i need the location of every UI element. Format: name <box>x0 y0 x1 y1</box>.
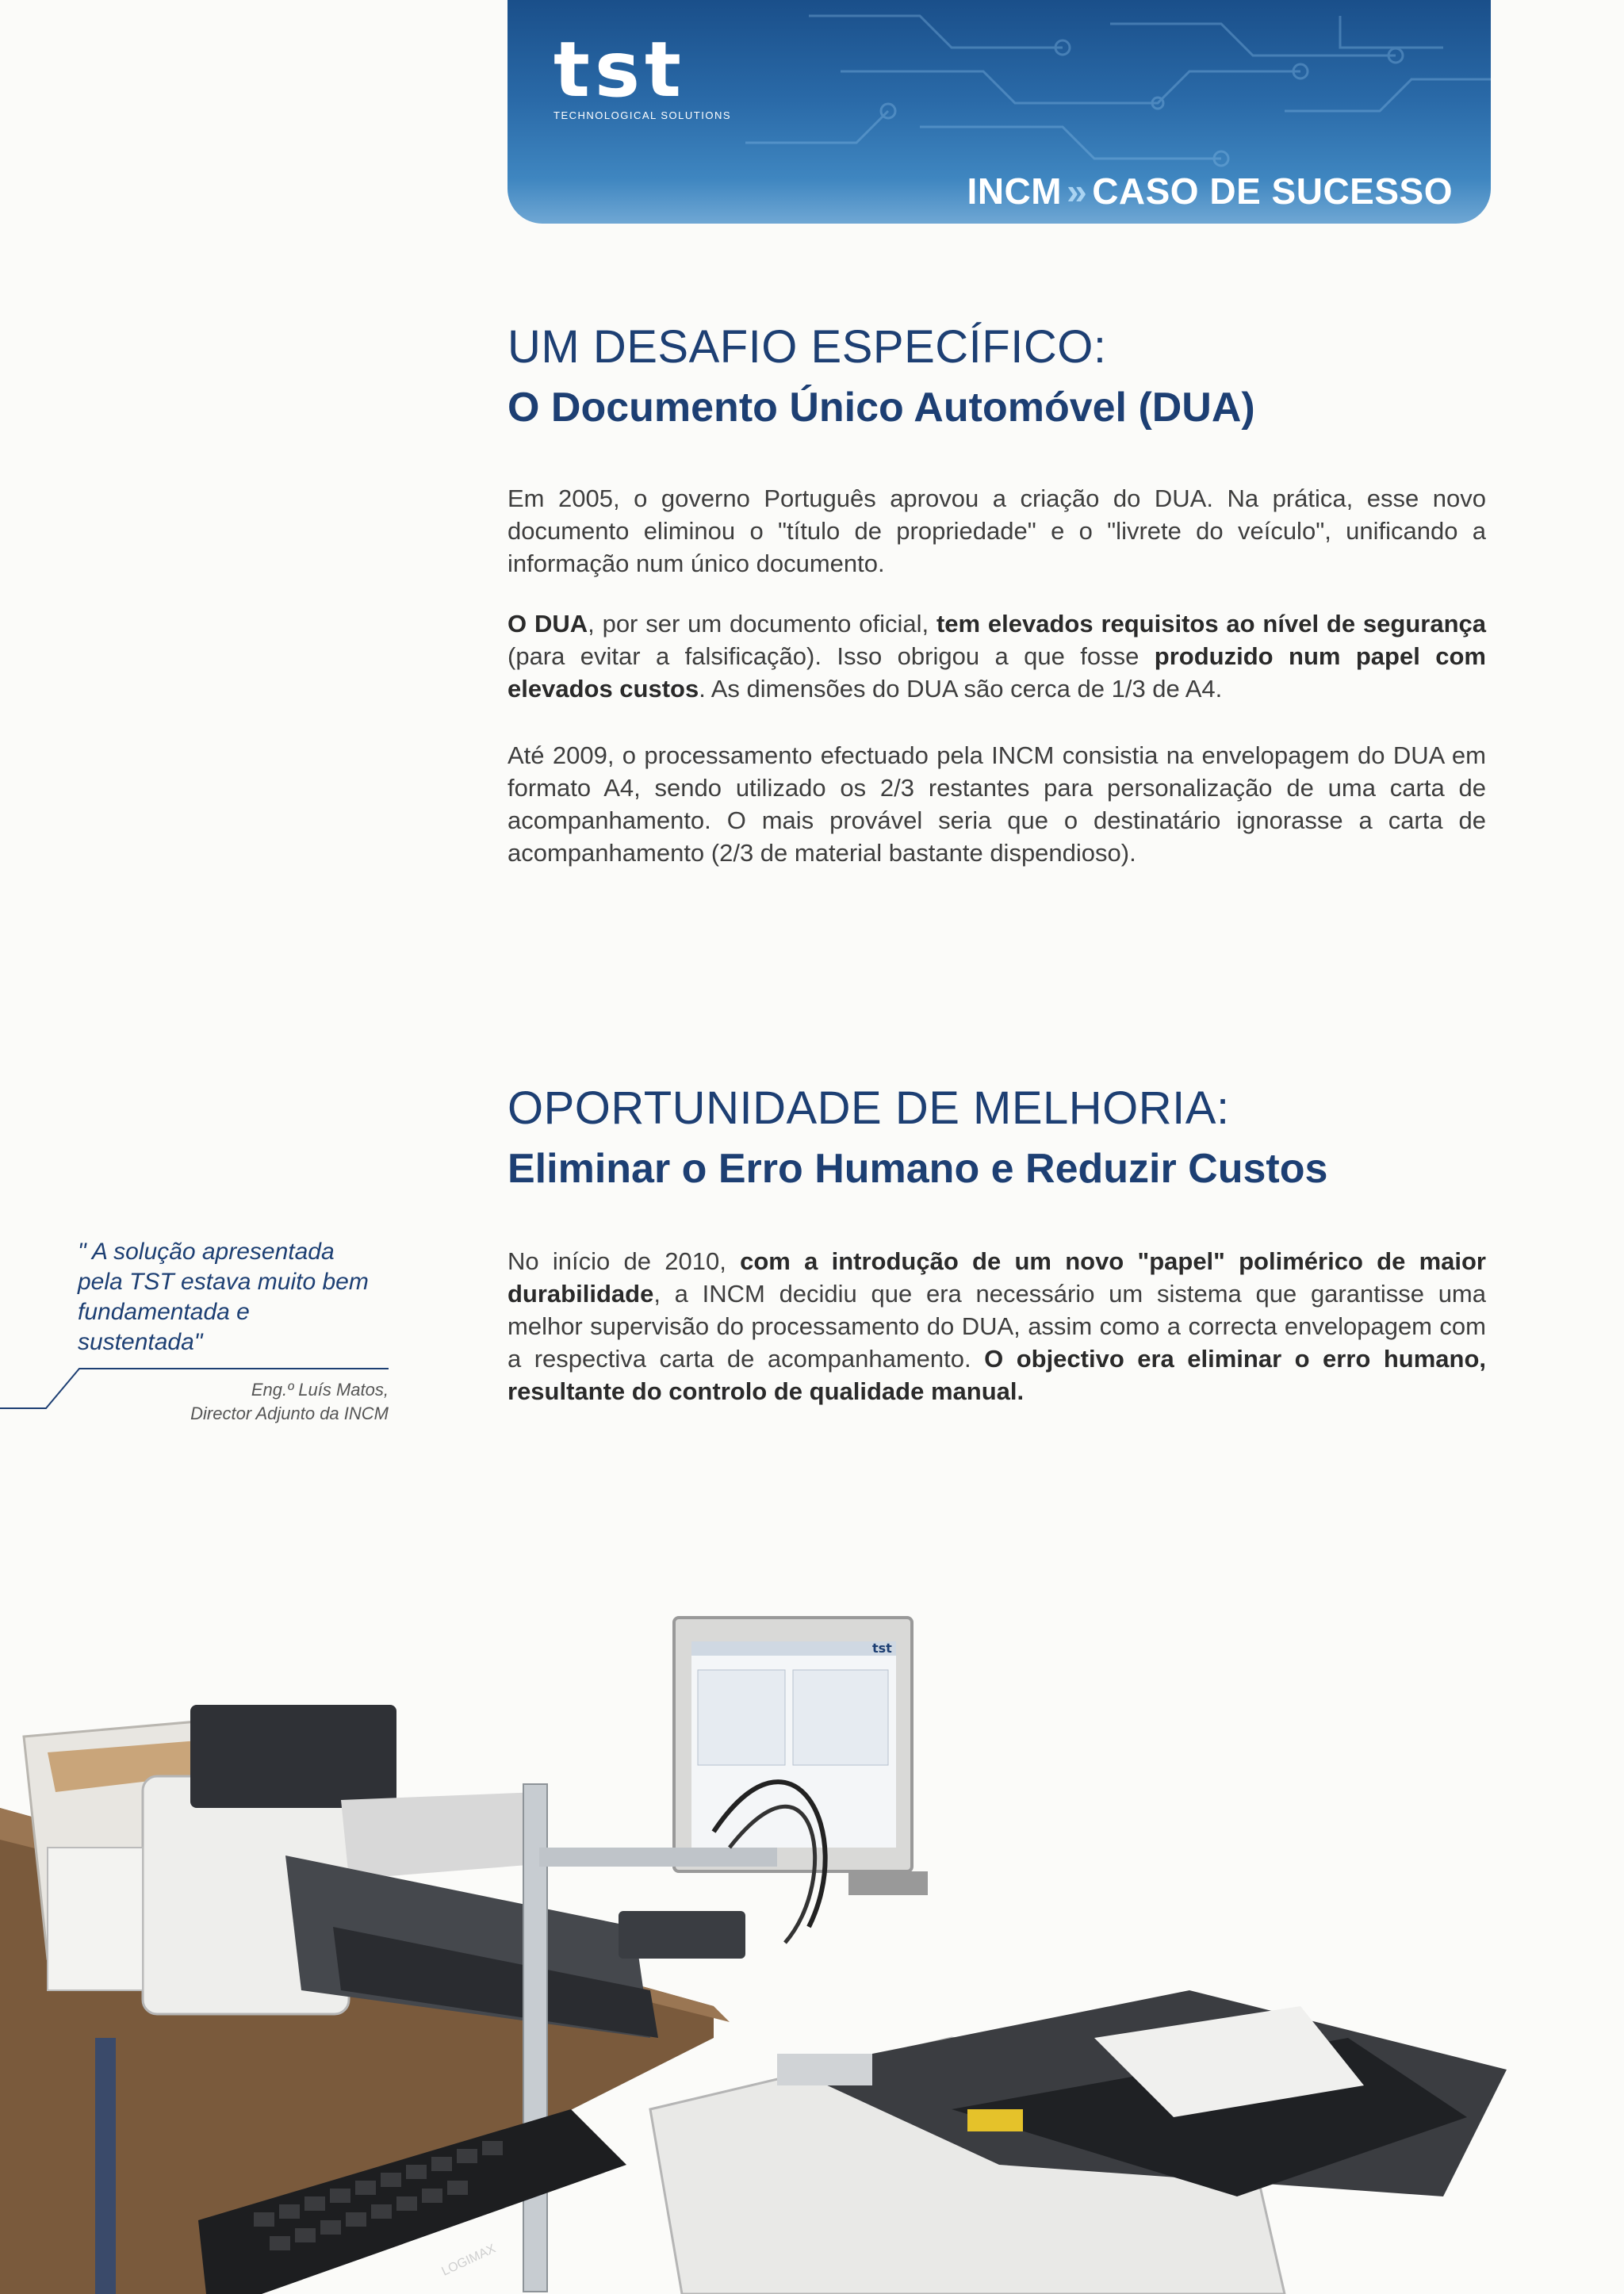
tst-logo <box>553 25 731 121</box>
logo-tagline: TECHNOLOGICAL SOLUTIONS <box>553 109 731 121</box>
machine-photo <box>0 1594 1624 2294</box>
header-banner <box>508 0 1491 224</box>
section2-title: OPORTUNIDADE DE MELHORIA: <box>508 1082 1230 1134</box>
author-name: Eng.º Luís Matos, <box>251 1380 389 1400</box>
p2-bold-dua: O DUA <box>508 610 588 638</box>
feeder-machine <box>650 1990 1507 2294</box>
tag-label: CASO DE SUCESSO <box>1092 170 1453 212</box>
p2-bold-cost: produzido num papel com elevados custos <box>508 642 1486 703</box>
logo-mark: tst <box>553 25 686 114</box>
testimonial-author <box>56 1378 389 1426</box>
p1-bold-objective: O objectivo era eliminar o erro humano, resultante do controlo de qualidade manual. <box>508 1345 1486 1405</box>
monitor-logo: tst <box>872 1641 892 1656</box>
section2-subtitle: Eliminar o Erro Humano e Reduzir Custos <box>508 1146 1328 1192</box>
keyboard-brand: LOGIMAX <box>439 2242 498 2279</box>
section1-title: UM DESAFIO ESPECÍFICO: <box>508 321 1107 373</box>
case-study-tag <box>967 170 1453 213</box>
p1-bold-polymer: com a introdução de um novo "papel" polimérico de maior durabilidade <box>508 1247 1486 1308</box>
section1-paragraph-1: Em 2005, o governo Português aprovou a criação do DUA. Na prática, esse novo documento eliminou o "título de propriedade" e o "livrete do veículo", unificando a informação num único documento. <box>508 484 1486 577</box>
author-role: Director Adjunto da INCM <box>190 1404 389 1423</box>
table-leg <box>95 2038 116 2294</box>
section1-paragraph-2: O DUA, por ser um documento oficial, tem elevados requisitos ao nível de segurança (para evitar a falsificação). Isso obrigou a que fosse produzido num papel com elevados custos. As dimensões do DUA são cerca de 1/3 de A4. <box>508 610 1487 703</box>
testimonial-quote: " A solução apresentada pela TST estava muito bem fundamentada e sustentada" <box>78 1239 369 1355</box>
tag-client: INCM <box>967 170 1063 212</box>
section1-paragraph-3: Até 2009, o processamento efectuado pela INCM consistia na envelopagem do DUA em formato A4, sendo utilizado os 2/3 restantes para personalização de uma carta de acompanhamento. O mais provável seria que o destinatário ignorasse a carta de acompanhamento (2/3 de material bastante dispendioso). <box>508 741 1486 867</box>
double-chevron-icon: » <box>1067 170 1088 212</box>
section2-paragraph-1: No início de 2010, com a introdução de um novo "papel" polimérico de maior durabilidade, a INCM decidiu que era necessário um sistema que garantisse uma melhor supervisão do processamento do DUA, assim como a correcta envelopagem com a respectiva carta de acompanhamento. O objectivo era eliminar o erro humano, resultante do controlo de qualidade manual. <box>508 1247 1486 1405</box>
inserter-machine <box>24 1705 658 2038</box>
p2-bold-security: tem elevados requisitos ao nível de segurança <box>936 610 1487 638</box>
section1-subtitle: O Documento Único Automóvel (DUA) <box>508 385 1255 431</box>
